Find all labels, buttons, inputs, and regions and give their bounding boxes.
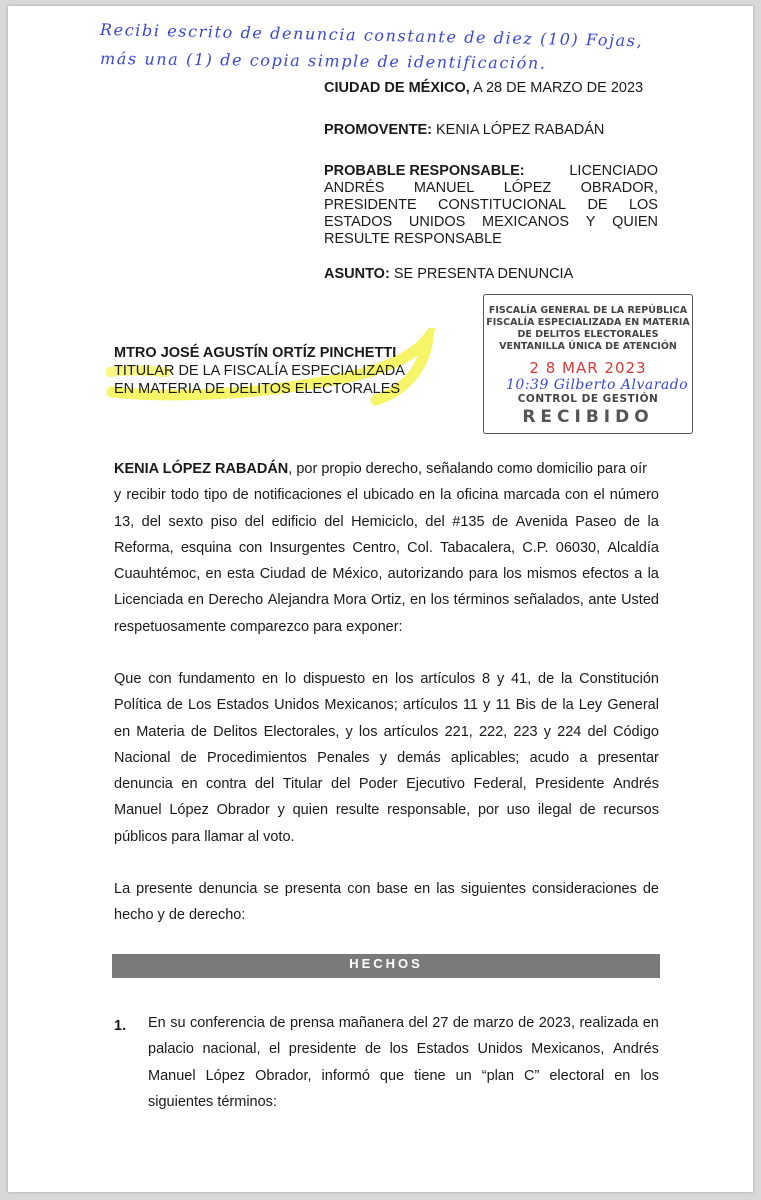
paragraph-word: y	[496, 671, 505, 687]
paragraph-word: realizada	[579, 1015, 639, 1031]
paragraph-word: Unidos	[274, 697, 320, 714]
place-date-line	[324, 80, 643, 96]
paragraph-word: 222,	[478, 723, 508, 740]
paragraph-word: 11	[495, 697, 511, 714]
addressee-name: MTRO JOSÉ AGUSTÍN ORTÍZ PINCHETTI	[114, 345, 397, 361]
paragraph-word: autorizando	[387, 566, 464, 583]
paragraph-word: mismos	[526, 566, 577, 583]
paragraph-word: Usted	[621, 592, 659, 609]
paragraph-word: Federal,	[473, 776, 527, 793]
paragraph-word: del	[244, 513, 265, 530]
paragraph-word: artículos	[402, 697, 458, 714]
paragraph-word: Ciudad	[259, 566, 306, 583]
paragraph-word: resulte	[335, 802, 380, 819]
paragraph-word: recursos	[603, 802, 659, 819]
paragraph-word: oficina	[456, 487, 499, 504]
paragraph-word: de	[310, 566, 328, 583]
paragraph-word: se	[263, 881, 279, 897]
paragraph-word: Andrés	[612, 1041, 659, 1058]
paragraph-word: 223	[513, 723, 538, 740]
paragraph-word: Los	[188, 697, 212, 714]
paragraph-word: los	[358, 723, 378, 740]
paragraph-text: públicos para llamar al voto.	[114, 828, 295, 845]
paragraph-word: palacio	[148, 1041, 194, 1058]
paragraph-word: tiene	[414, 1067, 446, 1084]
paragraph-word: mañanera	[338, 1015, 405, 1031]
paragraph-word: 13,	[114, 513, 135, 530]
paragraph-word: En	[148, 1015, 166, 1031]
paragraph-word: Manuel	[114, 802, 162, 819]
paragraph-word: Mexicanos;	[324, 697, 398, 714]
paragraph-word: denuncia	[114, 776, 173, 793]
legal-basis-paragraph	[114, 666, 659, 850]
stamp-line: DE DELITOS ELECTORALES	[517, 329, 659, 340]
paragraph-word: Paseo	[575, 513, 617, 530]
paragraph-line	[114, 666, 659, 692]
addressee-title: TITULAR DE LA FISCALÍA ESPECIALIZADA	[114, 363, 405, 379]
responsable-word: PRESIDENTE	[324, 197, 417, 213]
responsable-word: LÓPEZ	[503, 180, 552, 196]
paragraph-word: Poder	[358, 776, 398, 793]
paragraph-line	[148, 1063, 659, 1089]
paragraph-word: el	[268, 1041, 281, 1058]
paragraph-word: y	[114, 487, 122, 504]
paragraph-word: Mexicanos,	[531, 1041, 605, 1058]
paragraph-word: C”	[524, 1067, 540, 1084]
responsable-word: ANDRÉS	[324, 180, 385, 196]
paragraph-word: marcada	[503, 487, 560, 504]
paragraph-word: Presidente	[535, 776, 605, 793]
paragraph-line	[114, 561, 659, 587]
stamp-received: RECIBIDO	[522, 407, 654, 427]
paragraph-text: hecho y de derecho:	[114, 907, 246, 924]
paragraph-word: 41,	[511, 671, 532, 687]
paragraph-word: 2023,	[538, 1015, 576, 1031]
paragraph-word: Alejandra	[267, 592, 329, 609]
paragraph-word: conferencia	[189, 1015, 265, 1031]
paragraph-word: Ortiz,	[370, 592, 406, 609]
paragraph-word: por	[477, 802, 499, 819]
paragraph-word: en	[261, 671, 279, 687]
paragraph-word: Obrador,	[255, 1067, 312, 1084]
paragraph-word: piso	[210, 513, 238, 530]
responsable-label: PROBABLE RESPONSABLE:	[324, 163, 525, 179]
paragraph-word: con	[564, 487, 589, 504]
paragraph-word: los	[394, 671, 414, 687]
paragraph-word: notificaciones	[253, 487, 342, 504]
paragraph-word: de	[232, 487, 249, 504]
paragraph-word: dispuesto	[303, 671, 366, 687]
paragraph-word: de	[166, 697, 183, 714]
paragraph-line	[114, 797, 659, 823]
paragraph-word: de	[538, 671, 555, 687]
paragraph-word: 06030,	[555, 539, 601, 556]
city-label: CIUDAD DE MÉXICO,	[324, 80, 470, 96]
paragraph-word: Reforma,	[114, 539, 174, 556]
paragraph-word: “plan	[481, 1067, 515, 1084]
paragraph-word: todo	[170, 487, 200, 504]
responsable-word: QUIEN	[612, 214, 658, 230]
paragraph-line	[114, 771, 659, 797]
paragraph-word: consideraciones	[532, 881, 637, 897]
paragraph-word: con	[347, 881, 371, 897]
paragraph-word: en	[114, 723, 131, 740]
paragraph-word: esquina	[180, 539, 232, 556]
paragraph-word: y	[345, 723, 353, 740]
paragraph-word: Manuel	[148, 1067, 196, 1084]
paragraph-word: López	[205, 1067, 246, 1084]
intro-name: KENIA LÓPEZ RABADÁN	[114, 461, 289, 477]
paragraph-word: quien	[292, 802, 329, 819]
section-heading-hechos: HECHOS	[112, 954, 660, 978]
paragraph-word: Bis	[515, 697, 536, 714]
responsable-line-1	[324, 163, 658, 180]
paragraph-word: 8	[482, 671, 491, 687]
paragraph-word: acudo	[529, 749, 570, 766]
paragraph-word: artículos	[420, 671, 476, 687]
responsable-word: ESTADOS	[324, 214, 393, 230]
paragraph-word: #135	[452, 513, 485, 530]
paragraph-word: de	[541, 697, 558, 714]
asunto-line	[324, 266, 573, 282]
responsable-word: DE	[587, 197, 608, 213]
paragraph-word: el	[593, 487, 605, 504]
paragraph-word: de	[623, 513, 641, 530]
paragraph-word: en	[642, 1015, 659, 1031]
paragraph-word: con	[148, 671, 172, 687]
paragraph-word: Insurgentes	[269, 539, 346, 556]
paragraph-text: , por propio derecho, señalando como domicilio para oír	[288, 461, 647, 477]
stamp-control: CONTROL DE GESTIÓN	[517, 393, 659, 405]
paragraph-word: y	[543, 723, 551, 740]
paragraph-word: a	[579, 749, 588, 766]
paragraph-word: ubicado	[363, 487, 414, 504]
paragraph-word: de	[642, 881, 659, 897]
paragraph-line	[114, 587, 659, 613]
paragraph-word: con	[238, 539, 263, 556]
paragraph-line	[114, 719, 659, 745]
paragraph-text: siguientes términos:	[148, 1093, 277, 1110]
paragraph-word: Política	[114, 697, 162, 714]
paragraph-word: de	[269, 1015, 286, 1031]
paragraph-word: Derecho	[208, 592, 264, 609]
paragraph-word: el	[346, 487, 359, 504]
considerations-paragraph	[114, 876, 659, 929]
paragraph-word: presidente	[288, 1041, 357, 1058]
responsable-line-5	[324, 231, 658, 248]
paragraph-word: Código	[613, 723, 659, 740]
paragraph-word: que	[379, 1067, 405, 1084]
paragraph-word: los	[640, 1067, 659, 1084]
responsable-word: Y	[585, 214, 596, 230]
responsable-word: MANUEL	[413, 180, 475, 196]
responsable-line-3	[324, 197, 658, 214]
paragraph-word: Licenciada	[114, 592, 184, 609]
paragraph-line	[114, 745, 659, 771]
paragraph-word: presentar	[597, 749, 659, 766]
paragraph-word: Estados	[416, 1041, 470, 1058]
paragraph-word: edificio	[271, 513, 317, 530]
responsable-word: UNIDOS	[408, 214, 466, 230]
paragraph-word: Nacional	[114, 749, 171, 766]
paragraph-line	[114, 509, 659, 535]
paragraph-word: ilegal	[537, 802, 572, 819]
responsable-word: OBRADOR,	[580, 180, 658, 196]
paragraph-word: siguientes	[460, 881, 527, 897]
stamp-line: FISCALÍA ESPECIALIZADA EN MATERIA	[486, 317, 690, 328]
paragraph-word: de	[180, 749, 197, 766]
paragraph-word: términos	[453, 592, 510, 609]
paragraph-word: 224	[557, 723, 582, 740]
stamp-handwritten-time-signature: 10:39 Gilberto Alvarado	[506, 377, 689, 393]
paragraph-word: 27	[432, 1015, 449, 1031]
paragraph-word: de	[452, 1015, 469, 1031]
paragraph-word: Delitos	[213, 723, 258, 740]
paragraph-word: 221,	[444, 723, 473, 740]
paragraph-word: esta	[226, 566, 255, 583]
paragraph-word: Ley	[578, 697, 603, 714]
paragraph-word: 11	[462, 697, 478, 714]
intro-paragraph	[114, 456, 659, 640]
reception-stamp	[483, 294, 693, 434]
paragraph-word: la	[647, 566, 659, 583]
paragraph-word: sexto	[168, 513, 204, 530]
promovente-label: PROMOVENTE:	[324, 122, 432, 138]
paragraph-word: Centro,	[352, 539, 400, 556]
paragraph-word: tipo	[204, 487, 228, 504]
paragraph-word: electoral	[549, 1067, 605, 1084]
paragraph-word: base	[376, 881, 409, 897]
paragraph-word: del	[141, 513, 162, 530]
paragraph-word: su	[170, 1015, 186, 1031]
paragraph-line	[148, 1010, 659, 1036]
paragraph-word: para	[468, 566, 498, 583]
paragraph-word: Que	[114, 671, 142, 687]
addressee-subtitle: EN MATERIA DE DELITOS ELECTORALES	[114, 381, 401, 397]
asunto-label: ASUNTO:	[324, 266, 390, 282]
paragraph-line	[114, 692, 659, 718]
paragraph-line	[148, 1036, 659, 1062]
paragraph-word: en	[418, 487, 436, 504]
paragraph-word: recibir	[126, 487, 166, 504]
paragraph-word: C.P.	[522, 539, 549, 556]
paragraph-word: lo	[284, 671, 297, 687]
paragraph-word: número	[609, 487, 659, 504]
paragraph-line	[114, 876, 659, 902]
paragraph-word: en	[205, 566, 222, 583]
paragraph-word: Unidos	[477, 1041, 523, 1058]
fact-item-1	[148, 1010, 659, 1115]
paragraph-word: un	[455, 1067, 472, 1084]
paragraph-word: del	[254, 776, 275, 793]
paragraph-word: contra	[206, 776, 247, 793]
addressee-block	[114, 344, 405, 398]
paragraph-word: denuncia	[198, 881, 258, 897]
paragraph-word: nacional,	[202, 1041, 261, 1058]
paragraph-word: fundamento	[178, 671, 256, 687]
handwritten-receipt-note-line-1: Recibi escrito de denuncia constante de diez (10) Fojas,	[99, 20, 644, 51]
paragraph-word: demás	[397, 749, 441, 766]
paragraph-word: y	[379, 749, 387, 766]
paragraph-word: y	[483, 697, 491, 714]
responsable-word: LOS	[628, 197, 658, 213]
promovente-name: KENIA LÓPEZ RABADÁN	[435, 122, 605, 138]
paragraph-word: Tabacalera,	[440, 539, 516, 556]
paragraph-word: los	[503, 566, 522, 583]
document-date: A 28 DE MARZO DE 2023	[473, 80, 644, 96]
paragraph-word: México,	[332, 566, 383, 583]
paragraph-word: del	[425, 513, 445, 530]
stamp-line: VENTANILLA ÚNICA DE ATENCIÓN	[499, 341, 677, 352]
paragraph-word: informó	[321, 1067, 370, 1084]
paragraph-word: Obrador	[216, 802, 270, 819]
paragraph-word: Avenida	[515, 513, 568, 530]
paragraph-word: Procedimientos	[206, 749, 307, 766]
paragraph-word: de	[364, 1041, 382, 1058]
responsable-word: CONSTITUCIONAL	[438, 197, 567, 213]
paragraph-word: Col.	[407, 539, 433, 556]
paragraph-word: la	[562, 697, 574, 714]
paragraph-word: la	[440, 487, 452, 504]
paragraph-word: en	[187, 592, 204, 609]
paragraph-word: los	[430, 592, 450, 609]
paragraph-line	[114, 902, 659, 928]
stamp-line: FISCALÍA GENERAL DE LA REPÚBLICA	[488, 305, 688, 316]
responsable-word: RESULTE RESPONSABLE	[324, 231, 502, 247]
paragraph-word: en	[614, 1067, 631, 1084]
paragraph-word: presenta	[284, 881, 342, 897]
asunto-text: SE PRESENTA DENUNCIA	[393, 266, 574, 282]
paragraph-word: a	[634, 566, 643, 583]
paragraph-word: General	[607, 697, 659, 714]
paragraph-word: presente	[136, 881, 193, 897]
paragraph-word: Electorales,	[263, 723, 340, 740]
paragraph-word: Alcaldía	[607, 539, 659, 556]
paragraph-word: en	[371, 671, 389, 687]
paragraph-word: de	[518, 1015, 535, 1031]
paragraph-word: uso	[506, 802, 531, 819]
paragraph-word: La	[114, 881, 131, 897]
probable-responsable-block	[324, 163, 658, 248]
paragraph-word: en	[181, 776, 198, 793]
paragraph-word: Titular	[282, 776, 323, 793]
paragraph-word: marzo	[473, 1015, 514, 1031]
paragraph-word: efectos	[582, 566, 629, 583]
paragraph-word: Penales	[317, 749, 370, 766]
item-number: 1.	[114, 1018, 127, 1034]
responsable-line-4	[324, 214, 658, 231]
paragraph-word: Hemiciclo,	[351, 513, 418, 530]
paragraph-word: Cuauhtémoc,	[114, 566, 201, 583]
paragraph-line	[114, 535, 659, 561]
paragraph-word: señalados,	[513, 592, 584, 609]
paragraph-word: artículos	[383, 723, 439, 740]
paragraph-word: Estados	[216, 697, 269, 714]
paragraph-word: del	[587, 723, 607, 740]
responsable-word: MEXICANOS	[482, 214, 570, 230]
paragraph-word: del	[324, 513, 344, 530]
paragraph-word: la	[561, 671, 573, 687]
paragraph-line	[114, 614, 659, 640]
paragraph-word: Andrés	[613, 776, 659, 793]
paragraph-word: de	[492, 513, 509, 530]
paragraph-word: del	[408, 1015, 428, 1031]
paragraph-word: en	[410, 592, 427, 609]
paragraph-word: Constitución	[579, 671, 659, 687]
paragraph-word: las	[436, 881, 455, 897]
paragraph-line	[114, 482, 659, 508]
paragraph-line	[148, 1089, 659, 1115]
paragraph-word: en	[414, 881, 431, 897]
paragraph-word: de	[579, 802, 596, 819]
responsable-line-2	[324, 180, 658, 197]
paragraph-word: prensa	[289, 1015, 335, 1031]
handwritten-receipt-note-line-2: más una (1) de copia simple de identificación.	[99, 49, 547, 73]
paragraph-text: respetuosamente comparezco para exponer:	[114, 618, 403, 635]
paragraph-word: aplicables;	[450, 749, 520, 766]
paragraph-word: y	[277, 802, 285, 819]
promovente-line	[324, 122, 604, 138]
responsable-word: LICENCIADO	[569, 163, 658, 179]
paragraph-word: Materia	[136, 723, 185, 740]
paragraph-word: ante	[588, 592, 617, 609]
paragraph-word: del	[331, 776, 351, 793]
paragraph-line	[114, 456, 659, 482]
paragraph-word: Ejecutivo	[406, 776, 465, 793]
document-page	[8, 6, 753, 1192]
paragraph-word: López	[169, 802, 209, 819]
paragraph-word: los	[389, 1041, 409, 1058]
paragraph-word: de	[190, 723, 207, 740]
paragraph-word: la	[647, 513, 659, 530]
paragraph-word: Mora	[333, 592, 367, 609]
stamp-date: 2 8 MAR 2023	[529, 359, 647, 377]
paragraph-word: responsable,	[387, 802, 471, 819]
paragraph-line	[114, 824, 659, 850]
